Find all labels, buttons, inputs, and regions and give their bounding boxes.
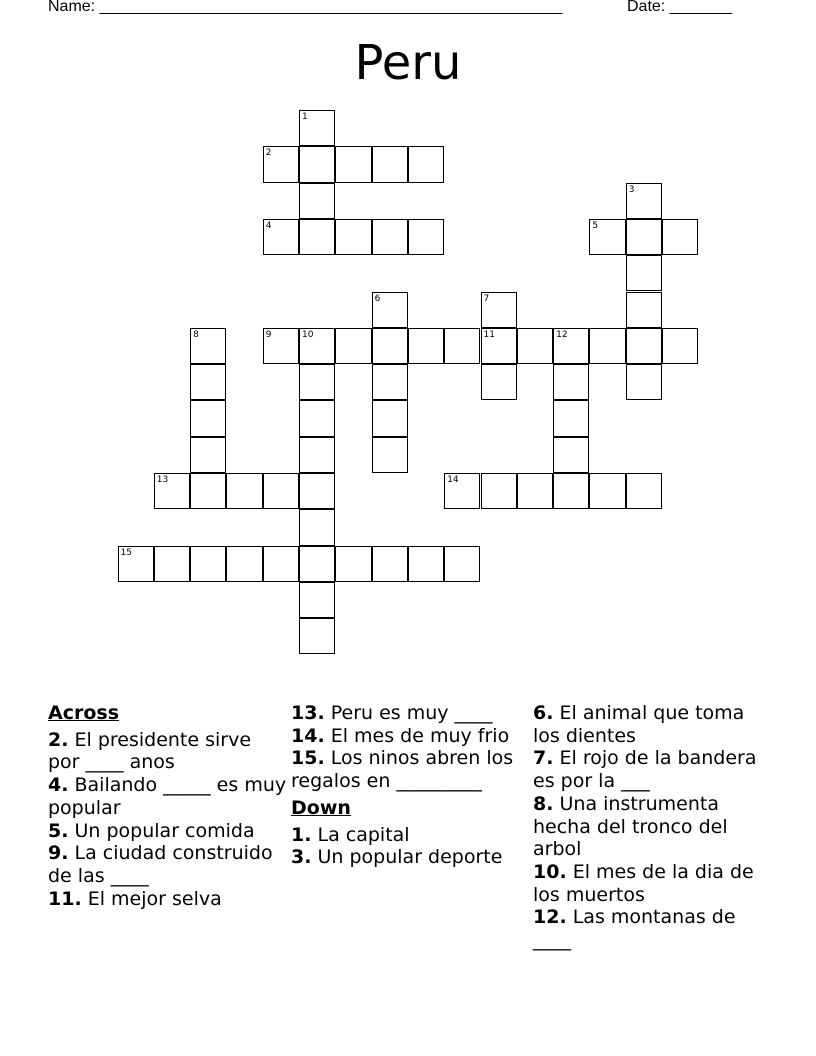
- cell-number: 8: [193, 329, 199, 340]
- grid-cell[interactable]: [263, 546, 299, 582]
- grid-cell[interactable]: [626, 219, 662, 255]
- clue-across-13: 13. Peru es muy ____: [291, 702, 493, 724]
- grid-cell[interactable]: [662, 328, 698, 364]
- grid-cell[interactable]: [190, 546, 226, 582]
- grid-cell[interactable]: [190, 400, 226, 436]
- grid-cell[interactable]: [299, 328, 335, 364]
- grid-cell[interactable]: [408, 146, 444, 182]
- grid-cell[interactable]: [335, 219, 371, 255]
- grid-cell[interactable]: [372, 292, 408, 328]
- grid-cell[interactable]: [372, 400, 408, 436]
- clue-across-9: 9. La ciudad construido de las ____: [48, 842, 273, 887]
- grid-cell[interactable]: [626, 292, 662, 328]
- grid-cell[interactable]: [263, 219, 299, 255]
- grid-cell[interactable]: [481, 473, 517, 509]
- grid-cell[interactable]: [553, 473, 589, 509]
- grid-cell[interactable]: [372, 437, 408, 473]
- cell-number: 13: [156, 475, 169, 485]
- grid-cell[interactable]: [517, 328, 553, 364]
- cell-number: 7: [483, 293, 490, 304]
- page-title: Peru: [354, 35, 462, 91]
- clue-across-5: 5. Un popular comida: [48, 819, 255, 842]
- date-field-line[interactable]: Date: _______: [627, 0, 732, 15]
- grid-cell[interactable]: [299, 473, 335, 509]
- clue-down-3: 3. Un popular deporte: [291, 846, 503, 869]
- clue-down-7: 7. El rojo de la bandera es por la ___: [533, 747, 757, 793]
- clue-across-14: 14. El mes de muy frio: [291, 724, 510, 747]
- grid-cell[interactable]: [299, 582, 335, 618]
- grid-cell[interactable]: [263, 328, 299, 364]
- grid-cell[interactable]: [444, 473, 480, 509]
- grid-cell[interactable]: [589, 473, 625, 509]
- cell-number: 5: [592, 220, 599, 231]
- grid-cell[interactable]: [190, 364, 226, 400]
- cell-number: 6: [374, 293, 381, 304]
- clue-down-1: 1. La capital: [291, 823, 410, 846]
- grid-cell[interactable]: [626, 364, 662, 400]
- grid-cell[interactable]: [408, 546, 444, 582]
- grid-cell[interactable]: [444, 328, 480, 364]
- grid-cell[interactable]: [263, 473, 299, 509]
- grid-cell[interactable]: [335, 328, 371, 364]
- grid-cell[interactable]: [517, 473, 553, 509]
- cell-number: 2: [265, 148, 272, 159]
- grid-cell[interactable]: [553, 364, 589, 400]
- cell-number: 3: [628, 184, 635, 195]
- clue-column-2: [291, 702, 531, 869]
- grid-cell[interactable]: [299, 400, 335, 436]
- grid-cell[interactable]: [626, 255, 662, 291]
- grid-cell[interactable]: [589, 219, 625, 255]
- grid-cell[interactable]: [481, 292, 517, 328]
- grid-cell[interactable]: [372, 328, 408, 364]
- clue-down-6: 6. El animal que toma los dientes: [533, 702, 745, 747]
- grid-cell[interactable]: [372, 364, 408, 400]
- clue-down-10: 10. El mes de la dia de los muertos: [533, 860, 754, 906]
- across-heading: Across: [48, 702, 120, 724]
- grid-cell[interactable]: [263, 146, 299, 182]
- grid-cell[interactable]: [154, 473, 190, 509]
- grid-cell[interactable]: [626, 183, 662, 219]
- grid-cell[interactable]: [299, 146, 335, 182]
- clue-down-12: 12. Las montanas de ____: [533, 906, 736, 952]
- grid-cell[interactable]: [299, 437, 335, 473]
- grid-cell[interactable]: [444, 546, 480, 582]
- grid-cell[interactable]: [481, 328, 517, 364]
- clue-across-2: 2. El presidente sirve por ____ anos: [48, 728, 252, 774]
- grid-cell[interactable]: [589, 328, 625, 364]
- grid-cell[interactable]: [553, 328, 589, 364]
- clue-column-1: [48, 702, 288, 910]
- grid-cell[interactable]: [481, 364, 517, 400]
- clue-column-3: [533, 702, 773, 952]
- grid-cell[interactable]: [226, 473, 262, 509]
- clue-across-15: 15. Los ninos abren los regalos en _________: [291, 747, 514, 793]
- down-heading: Down: [291, 796, 351, 819]
- grid-cell[interactable]: [190, 328, 226, 364]
- grid-cell[interactable]: [118, 546, 154, 582]
- grid-cell[interactable]: [662, 219, 698, 255]
- grid-cell[interactable]: [408, 219, 444, 255]
- clue-across-4: 4. Bailando _____ es muy popular: [48, 774, 287, 819]
- grid-cell[interactable]: [190, 473, 226, 509]
- cell-number: 1: [302, 112, 308, 122]
- grid-cell[interactable]: [299, 183, 335, 219]
- grid-cell[interactable]: [299, 364, 335, 400]
- cell-number: 15: [120, 547, 132, 558]
- grid-cell[interactable]: [190, 437, 226, 473]
- grid-cell[interactable]: [299, 509, 335, 545]
- grid-cell[interactable]: [372, 146, 408, 182]
- grid-cell[interactable]: [226, 546, 262, 582]
- grid-cell[interactable]: [299, 219, 335, 255]
- grid-cell[interactable]: [408, 328, 444, 364]
- grid-cell[interactable]: [299, 618, 335, 654]
- cell-number: 11: [483, 329, 495, 340]
- clue-down-8: 8. Una instrumenta hecha del tronco del arbol: [533, 792, 728, 861]
- grid-cell[interactable]: [299, 110, 335, 146]
- grid-cell[interactable]: [553, 437, 589, 473]
- grid-cell[interactable]: [372, 219, 408, 255]
- cell-number: 4: [265, 220, 272, 231]
- cell-number: 12: [556, 329, 568, 340]
- name-field-line[interactable]: Name: ____________________________________________________: [48, 0, 563, 15]
- grid-cell[interactable]: [299, 546, 335, 582]
- grid-cell[interactable]: [335, 546, 371, 582]
- grid-cell[interactable]: [626, 473, 662, 509]
- cell-number: 9: [265, 329, 272, 340]
- grid-cell[interactable]: [553, 400, 589, 436]
- grid-cell[interactable]: [154, 546, 190, 582]
- grid-cell[interactable]: [626, 328, 662, 364]
- cell-number: 14: [447, 475, 459, 485]
- grid-cell[interactable]: [335, 146, 371, 182]
- grid-cell[interactable]: [372, 546, 408, 582]
- clue-across-11: 11. El mejor selva: [48, 887, 222, 910]
- cell-number: 10: [302, 329, 314, 340]
